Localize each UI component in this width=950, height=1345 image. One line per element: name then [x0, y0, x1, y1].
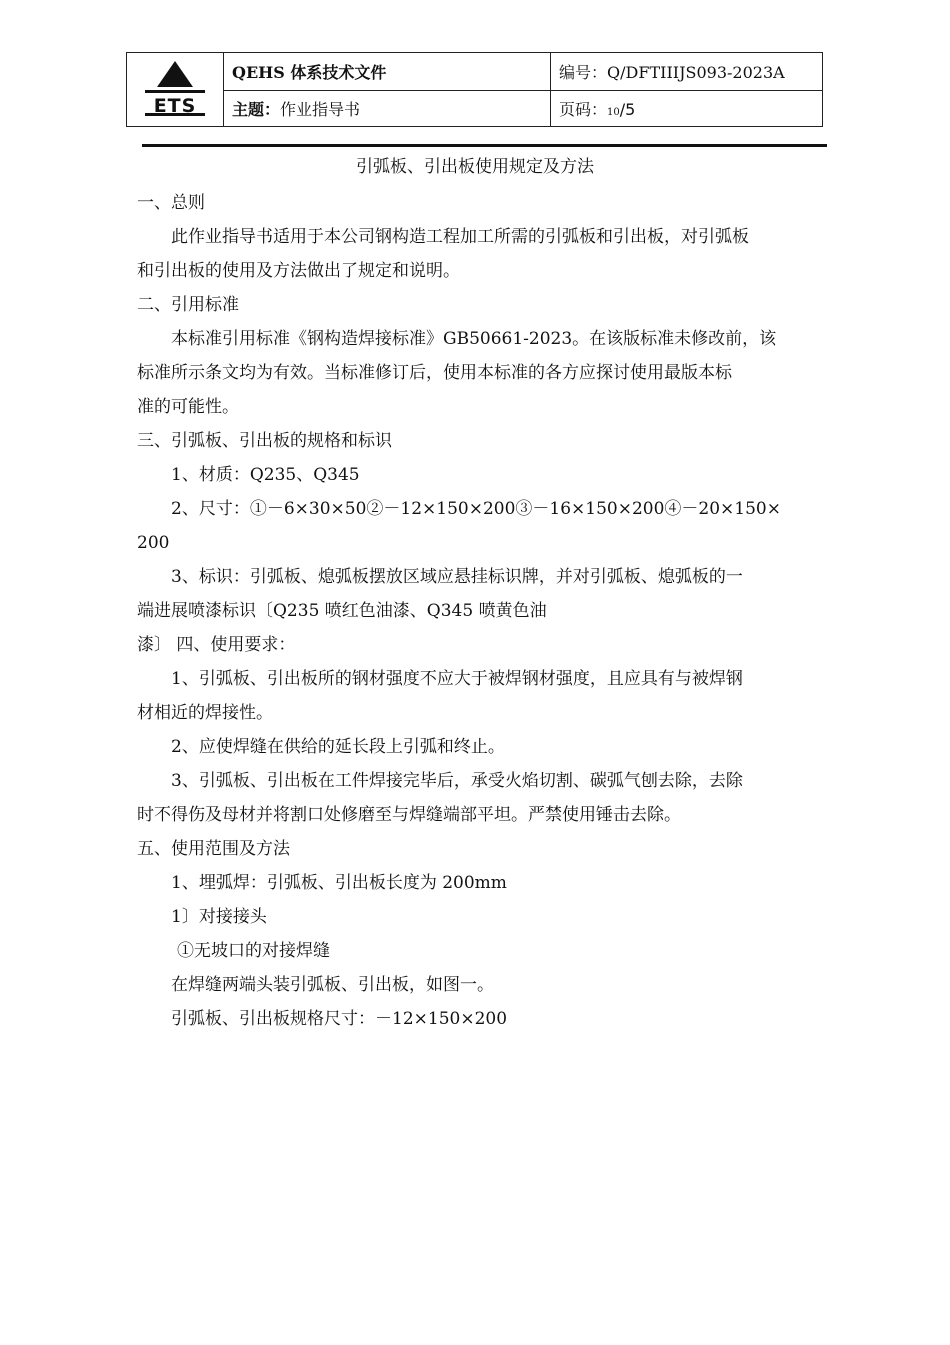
list-item-size: 2、尺寸：①－6×30×50②－12×150×200③－16×150×200④－20×150× [171, 499, 781, 519]
paragraph-line: 标准所示条文均为有效。当标准修订后，使用本标准的各方应探讨使用最版本标 [137, 363, 732, 383]
list-item-removal: 3、引弧板、引出板在工件焊接完毕后，承受火焰切割、碳弧气刨去除，去除 [171, 771, 743, 791]
list-item-strength-cont: 材相近的焊接性。 [137, 703, 273, 723]
sub-item-butt-joint: 1〕对接接头 [171, 907, 267, 927]
page-current: 10 [607, 107, 620, 118]
list-item-marking: 3、标识：引弧板、熄弧板摆放区域应悬挂标识牌，并对引弧板、熄弧板的一 [171, 567, 743, 587]
list-item-marking-cont: 端进展喷漆标识〔Q235 喷红色油漆、Q345 喷黄色油 [137, 601, 547, 621]
doc-number-label: 编号： [559, 63, 608, 82]
page-number-cell [551, 91, 823, 127]
page-label: 页码： [559, 100, 608, 119]
list-item-saw: 1、埋弧焊：引弧板、引出板长度为 200mm [171, 873, 507, 893]
list-item-size-cont: 200 [137, 533, 170, 553]
section-heading-specs: 三、引弧板、引出板的规格和标识 [137, 431, 392, 451]
system-title-cell [224, 53, 551, 91]
system-title: QEHS 体系技术文件 [232, 63, 387, 82]
section-heading-references: 二、引用标准 [137, 295, 239, 315]
sub-item-no-bevel: ①无坡口的对接焊缝 [177, 941, 330, 961]
paragraph-line: 在焊缝两端头装引弧板、引出板，如图一。 [171, 975, 494, 995]
header-divider [142, 144, 827, 147]
list-item-marking-cont: 漆〕 四、使用要求： [137, 635, 296, 655]
document-header-table [126, 52, 823, 127]
page-total: /5 [619, 100, 636, 119]
subject-label: 主题： [232, 100, 281, 119]
paragraph-line: 准的可能性。 [137, 397, 239, 417]
doc-number-cell [551, 53, 823, 91]
logo-text: ETS [153, 94, 197, 117]
subject-cell [224, 91, 551, 127]
doc-number: Q/DFTIIIJS093-2023A [607, 63, 785, 82]
paragraph-line: 此作业指导书适用于本公司钢构造工程加工所需的引弧板和引出板，对引弧板 [171, 227, 749, 247]
paragraph-line: 和引出板的使用及方法做出了规定和说明。 [137, 261, 460, 281]
list-item-material: 1、材质：Q235、Q345 [171, 465, 360, 485]
logo-cell [127, 53, 224, 127]
list-item-removal-cont: 时不得伤及母材并将割口处修磨至与焊缝端部平坦。严禁使用锤击去除。 [137, 805, 681, 825]
paragraph-line: 引弧板、引出板规格尺寸：－12×150×200 [171, 1009, 508, 1029]
paragraph-line: 本标准引用标准《钢构造焊接标准》GB50661-2023。在该版标准未修改前，该 [171, 329, 777, 349]
document-body [137, 186, 817, 1036]
subject: 作业指导书 [280, 100, 361, 119]
list-item-strength: 1、引弧板、引出板所的钢材强度不应大于被焊钢材强度，且应具有与被焊钢 [171, 669, 743, 689]
section-heading-usage: 五、使用范围及方法 [137, 839, 290, 859]
company-logo-icon [137, 57, 213, 119]
list-item-arc: 2、应使焊缝在供给的延长段上引弧和终止。 [171, 737, 505, 757]
section-heading-general: 一、总则 [137, 193, 205, 213]
document-title: 引弧板、引出板使用规定及方法 [356, 157, 594, 177]
